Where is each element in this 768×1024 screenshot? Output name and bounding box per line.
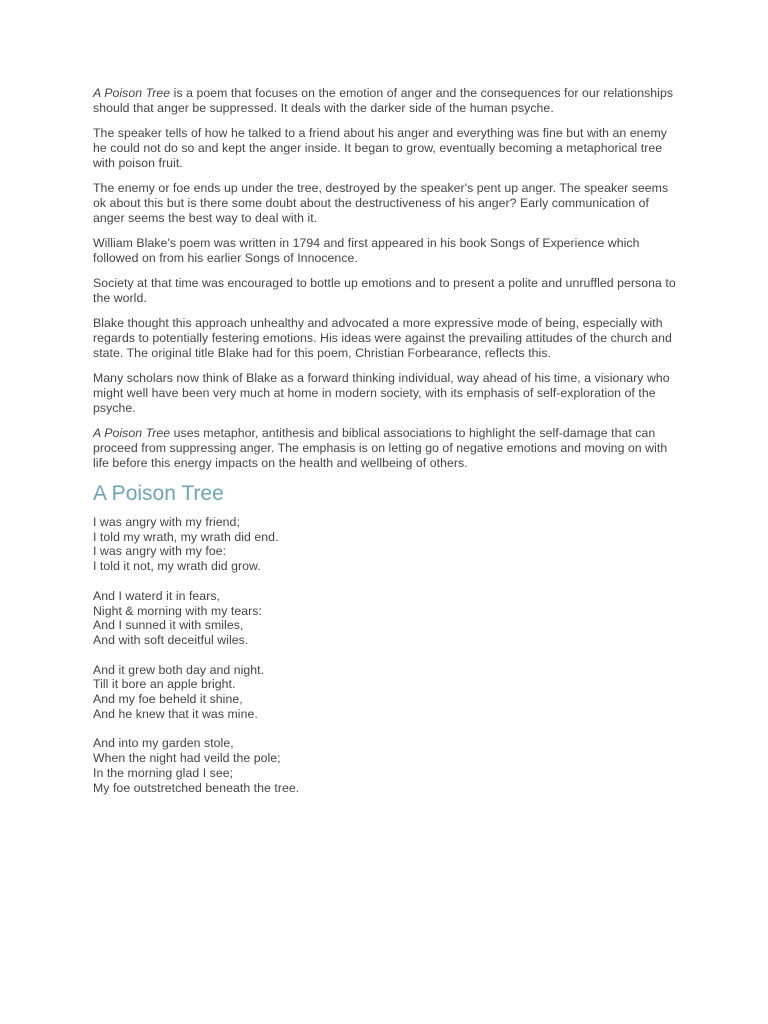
paragraph bbox=[93, 371, 683, 416]
poem-line: When the night had veild the pole; bbox=[93, 751, 281, 766]
poem-title-inline: A Poison Tree bbox=[93, 86, 171, 100]
paragraph bbox=[93, 316, 683, 361]
poem-body bbox=[93, 515, 683, 795]
stanza bbox=[93, 589, 683, 648]
paragraph bbox=[93, 276, 683, 306]
poem-line: And he knew that it was mine. bbox=[93, 706, 258, 721]
paragraph-text: The enemy or foe ends up under the tree, destroyed by the speaker's pent up anger. The speaker seems ok about this but is there some doubt about the destructiveness of his anger? Early communication of anger seems the best way to deal with it. bbox=[93, 181, 669, 225]
stanza bbox=[93, 515, 683, 574]
paragraph bbox=[93, 181, 683, 226]
intro-section bbox=[93, 86, 683, 471]
paragraph bbox=[93, 236, 683, 266]
paragraph-text: is a poem that focuses on the emotion of anger and the consequences for our relationships should that anger be suppressed. It deals with the darker side of the human psyche. bbox=[93, 86, 674, 115]
poem-heading: A Poison Tree bbox=[93, 482, 224, 505]
poem-line: I told it not, my wrath did grow. bbox=[93, 559, 261, 574]
poem-line: And I waterd it in fears, bbox=[93, 588, 221, 603]
stanza bbox=[93, 663, 683, 722]
paragraph bbox=[93, 126, 683, 171]
poem-line: Till it bore an apple bright. bbox=[93, 677, 236, 692]
poem-line: And into my garden stole, bbox=[93, 736, 234, 751]
poem-line: And I sunned it with smiles, bbox=[93, 618, 244, 633]
paragraph bbox=[93, 86, 683, 116]
poem-line: I was angry with my foe: bbox=[93, 544, 227, 559]
poem-line: Night & morning with my tears: bbox=[93, 603, 262, 618]
paragraph-text: Society at that time was encouraged to bottle up emotions and to present a polite and unruffled persona to the world. bbox=[93, 276, 676, 305]
document-page bbox=[93, 86, 683, 810]
poem-line: I told my wrath, my wrath did end. bbox=[93, 529, 279, 544]
paragraph-text: William Blake's poem was written in 1794 and first appeared in his book Songs of Experience which followed on from his earlier Songs of Innocence. bbox=[93, 236, 640, 265]
stanza bbox=[93, 736, 683, 795]
poem-line: And it grew both day and night. bbox=[93, 662, 265, 677]
poem-line: And my foe beheld it shine, bbox=[93, 692, 243, 707]
paragraph bbox=[93, 426, 683, 471]
poem-line: In the morning glad I see; bbox=[93, 765, 234, 780]
paragraph-text: uses metaphor, antithesis and biblical associations to highlight the self-damage that can proceed from suppressing anger. The emphasis is on letting go of negative emotions and moving on with life before this energy impacts on the health and wellbeing of others. bbox=[93, 426, 668, 470]
paragraph-text: The speaker tells of how he talked to a friend about his anger and everything was fine but with an enemy he could not do so and kept the anger inside. It began to grow, eventually becoming a metaphorical tree with poison fruit. bbox=[93, 126, 667, 170]
poem-line: I was angry with my friend; bbox=[93, 515, 240, 529]
paragraph-text: Many scholars now think of Blake as a forward thinking individual, way ahead of his time, a visionary who might well have been very much at home in modern society, with its emphasis of self-exploration of the psyche. bbox=[93, 371, 670, 415]
poem-line: My foe outstretched beneath the tree. bbox=[93, 780, 300, 795]
poem-title-inline: A Poison Tree bbox=[93, 426, 171, 440]
poem-line: And with soft deceitful wiles. bbox=[93, 632, 249, 647]
paragraph-text: Blake thought this approach unhealthy and advocated a more expressive mode of being, especially with regards to potentially festering emotions. His ideas were against the prevailing attitudes of the church and state. The original title Blake had for this poem, Christian Forbearance, reflects this. bbox=[93, 316, 672, 360]
